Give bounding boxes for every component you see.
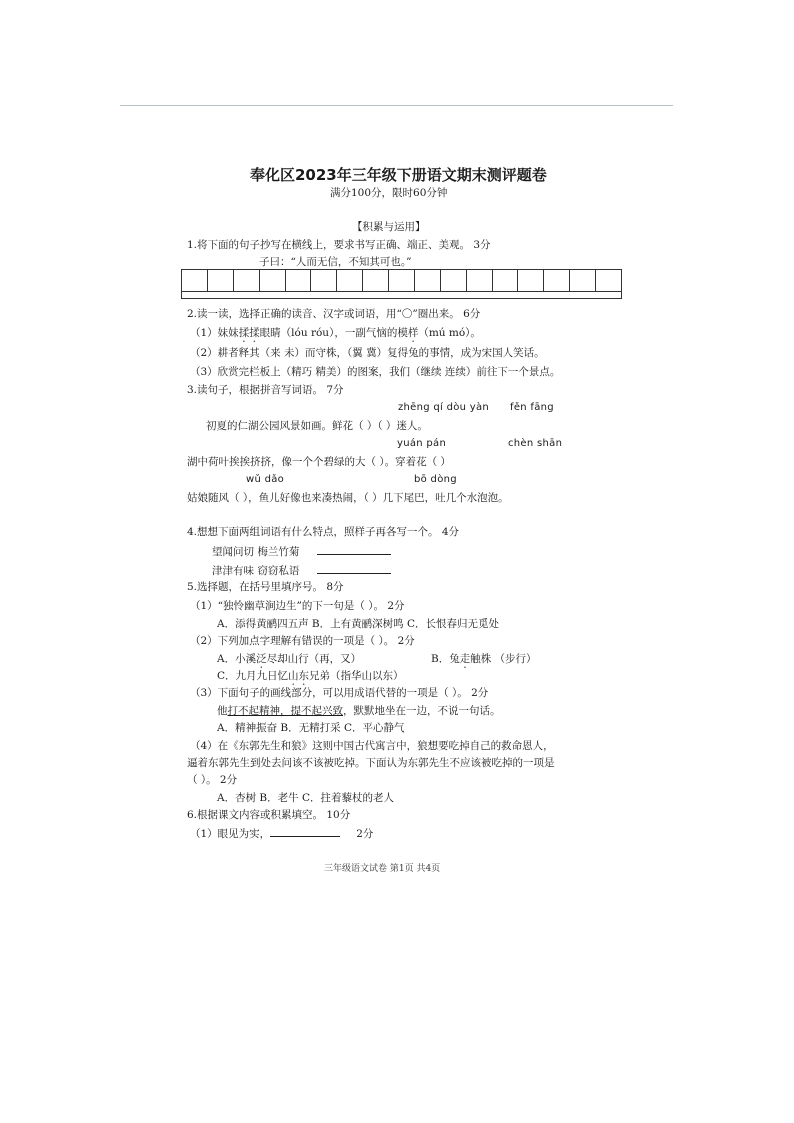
q3-line-1: 初夏的仁湖公园风景如画。鲜花（ ）（ ）迷人。 (206, 420, 428, 432)
q5-sub-2-option-b-dot: 走 (459, 653, 471, 665)
q3-line-2: 湖中荷叶挨挨挤挤，像一个个碧绿的大（ ）。穿着花（ ） (187, 456, 451, 468)
q5-sub-1-options: A．添得黄鹂四五声 B．上有黄鹂深树鸣 C．长恨春归无觅处 (217, 618, 500, 630)
q2-line-1 (190, 326, 481, 345)
grid-cell[interactable] (441, 270, 467, 291)
grid-cell[interactable] (363, 270, 389, 291)
grid-cell[interactable] (208, 270, 234, 291)
grid-cell[interactable] (467, 270, 493, 291)
q6-sub-1 (190, 826, 373, 841)
q5-sub-4-line-2: 逼着东郭先生到处去问该不该被吃掉。下面认为东郭先生不应该被吃掉的一项是 (187, 757, 555, 769)
grid-cell[interactable] (260, 270, 286, 291)
section-heading: 【积累与运用】 (352, 221, 426, 233)
q5-prompt: 5.选择题，在括号里填序号。 8分 (187, 581, 344, 593)
grid-cell[interactable] (518, 270, 544, 291)
q5-sub-2-option-a-dot: 泛 (256, 653, 267, 665)
q4-answer-blank-1[interactable] (317, 544, 391, 555)
grid-cell[interactable] (493, 270, 519, 291)
grid-cell[interactable] (415, 270, 441, 291)
q5-sub-2-option-a-2: 尽却山行（再，又） (266, 653, 362, 665)
grid-cell[interactable] (182, 270, 208, 291)
q5-sub-2-option-a-1: A．小溪 (217, 653, 257, 665)
page-footer: 三年级语文试卷 第1页 共4页 (324, 864, 441, 874)
q5-sub-3-options: A．精神振奋 B．无精打采 C．平心静气 (217, 722, 405, 734)
q4-row-2 (212, 563, 391, 578)
q4-row-1 (212, 544, 391, 559)
grid-cell[interactable] (544, 270, 570, 291)
q5-sub-2-option-b-1: B．兔 (431, 653, 460, 665)
q5-sub-4-line-1: （4）在《东郭先生和狼》这则中国古代寓言中，狼想要吃掉自己的救命恩人， (190, 740, 554, 752)
grid-cell[interactable] (286, 270, 312, 291)
grid-cell[interactable] (596, 270, 621, 291)
page-title: 奉化区2023年三年级下册语文期末测评题卷 (250, 166, 547, 184)
q5-sub-3-sentence-a: 他 (217, 705, 228, 717)
q1-quote: 子曰：“人而无信，不知其可也。” (259, 256, 412, 268)
q5-sub-2: （2）下列加点字理解有错误的一项是（ ）。 2分 (190, 635, 415, 647)
q5-sub-2-option-c-1: C．九月九日忆 (217, 670, 289, 682)
q6-sub-1-text: （1）眼见为实， (190, 828, 271, 840)
q2-line-1-c: （mú mó）。 (418, 327, 481, 339)
q3-pinyin-4: chèn shān (508, 438, 563, 449)
q4-answer-blank-2[interactable] (317, 563, 391, 574)
q3-pinyin-3: yuán pán (397, 438, 447, 449)
q4-row-2-words: 津津有味 窃窃私语 (212, 565, 300, 577)
q2-prompt: 2.读一读，选择正确的读音、汉字或词语，用“〇”圈出来。 6分 (187, 308, 481, 320)
q6-prompt: 6.根据课文内容或积累填空。 10分 (187, 809, 351, 821)
q5-sub-2-option-b (431, 652, 537, 671)
q2-line-3: （3）欣赏完栏板上（精巧 精美）的图案，我们（继续 连续）前往下一个景点。 (190, 366, 561, 378)
writing-grid-row (182, 270, 621, 292)
q5-sub-2-option-c-2: 兄弟（指华山以东） (309, 670, 404, 682)
q5-sub-1: （1）“独怜幽草涧边生”的下一句是（ ）。 2分 (190, 600, 405, 612)
grid-cell[interactable] (311, 270, 337, 291)
q5-sub-4-line-3: （ ）。 2分 (187, 774, 238, 786)
grid-cell[interactable] (234, 270, 260, 291)
q3-pinyin-1: zhēng qí dòu yàn (398, 402, 490, 413)
grid-cell[interactable] (570, 270, 596, 291)
q5-sub-3-underlined: 打不起精神，提不起兴致 (227, 705, 343, 717)
q3-line-3: 姑娘随风（ ），鱼儿好像也来凑热闹，（ ）几下尾巴，吐几个水泡泡。 (187, 492, 509, 504)
grid-cell[interactable] (337, 270, 363, 291)
q6-sub-1-score: 2分 (356, 828, 374, 840)
page-subtitle: 满分100分，限时60分钟 (330, 187, 448, 199)
q2-line-1-dotted: 揉揉 (238, 327, 260, 339)
q3-pinyin-6: bō dòng (414, 474, 457, 485)
q4-row-1-words: 望闻问切 梅兰竹菊 (212, 546, 300, 558)
q3-prompt: 3.读句子，根据拼音写词语。 7分 (187, 384, 344, 396)
q2-line-1-b: 眼睛（lóu róu），一副气恼的模 (259, 327, 408, 339)
q2-line-2: （2）耕者释其（来 未）而守株，（翼 冀）复得兔的事情，成为宋国人笑话。 (190, 347, 545, 359)
grid-cell[interactable] (389, 270, 415, 291)
writing-grid[interactable] (181, 269, 622, 299)
q6-answer-blank-1[interactable] (270, 826, 340, 837)
q2-line-1-a: （1）妹妹 (190, 327, 239, 339)
top-rule (120, 105, 673, 106)
q5-sub-4-options: A．杏树 B．老牛 C．拄着藜杖的老人 (217, 792, 395, 804)
q5-sub-2-option-c-dot: 山东 (288, 670, 310, 682)
q5-sub-2-option-b-2: 触株 （步行） (470, 653, 537, 665)
q4-prompt: 4.想想下面两组词语有什么特点，照样子再各写一个。 4分 (187, 526, 460, 538)
q3-pinyin-2: fěn fāng (510, 402, 554, 413)
q5-sub-3: （3）下面句子的画线部分，可以用成语代替的一项是（ ）。 2分 (190, 687, 489, 699)
q5-sub-3-sentence (217, 704, 501, 718)
q1-prompt: 1.将下面的句子抄写在横线上，要求书写正确、端正、美观。 3分 (187, 239, 491, 251)
q2-line-1-dotted-2: 样 (407, 327, 419, 339)
q3-pinyin-5: wǔ dǎo (246, 474, 285, 485)
q5-sub-3-sentence-b: ，默默地坐在一边，不说一句话。 (343, 705, 501, 717)
